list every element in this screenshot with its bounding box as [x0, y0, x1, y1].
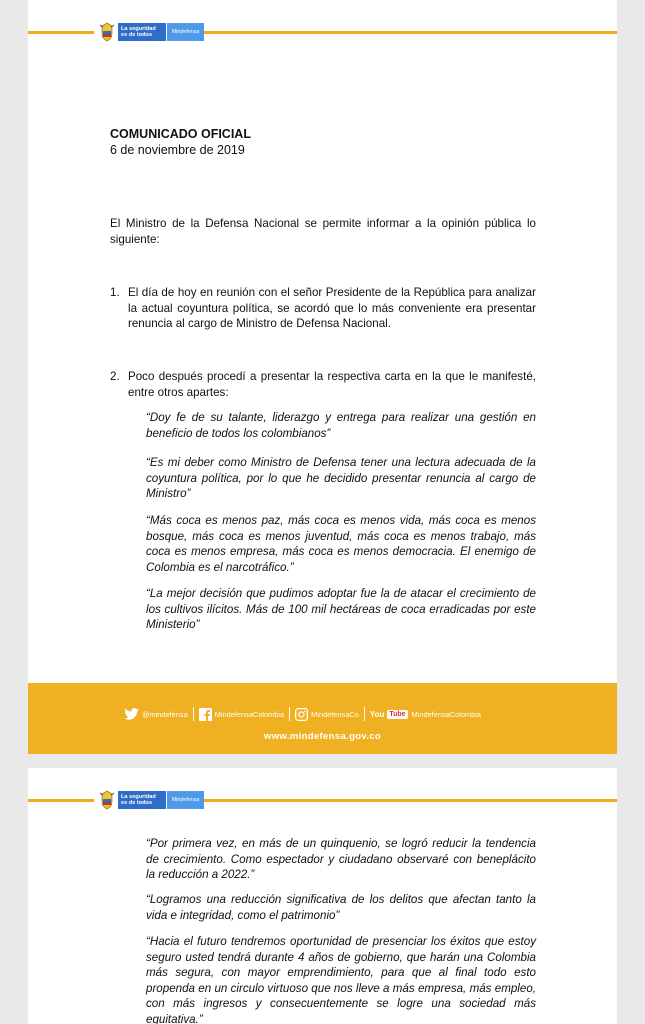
item-1-text: El día de hoy en reunión con el señor Presidente de la República para analizar la actual coyuntura política, se acordó que lo más conveniente era presentar renuncia al cargo de Ministro de Defensa Nacional.: [128, 286, 536, 330]
header-logos: [99, 22, 204, 42]
ministry-badge: Mindefensa: [167, 23, 204, 41]
youtube-handle: MindefensaColombia: [411, 709, 481, 719]
header-accent-line-left: [28, 31, 94, 34]
instagram-link[interactable]: [295, 708, 359, 721]
facebook-icon: [199, 708, 212, 721]
header-accent-line-right: [204, 799, 617, 802]
social-separator: [364, 707, 365, 721]
twitter-link[interactable]: [124, 708, 188, 720]
twitter-icon: [124, 708, 139, 720]
social-separator: [289, 707, 290, 721]
quote-6: “Logramos una reducción significativa de los delitos que afectan tanto la vida e integridad, como el patrimonio”: [146, 893, 536, 922]
header-logos: [99, 790, 204, 810]
youtube-logo-you: You: [369, 709, 385, 719]
quote-5: “Por primera vez, en más de un quinquenio, se logró reducir la tendencia de crecimiento. Como espectador y ciudadano observaré con beneplácito la reducción a 2022.”: [146, 837, 536, 881]
document-page-1: [28, 0, 617, 754]
instagram-icon: [295, 708, 308, 721]
page-header: [28, 768, 617, 828]
website-link[interactable]: www.mindefensa.gov.co: [263, 731, 382, 742]
ministry-badge: Mindefensa: [167, 791, 204, 809]
lema-badge: [118, 23, 166, 41]
facebook-link[interactable]: [199, 708, 284, 721]
item-1-number: 1.: [110, 286, 120, 299]
quote-2: “Es mi deber como Ministro de Defensa tener una lectura adecuada de la coyuntura política, por lo que he decidido presentar renuncia al cargo de Ministro”: [146, 456, 536, 500]
facebook-handle: MindefensaColombia: [214, 709, 285, 719]
lema-badge: [118, 791, 166, 809]
instagram-handle: MindefensaCo: [311, 709, 359, 719]
quote-1: “Doy fe de su talante, liderazgo y entrega para realizar una gestión en beneficio de todos los colombianos”: [146, 411, 536, 440]
header-accent-line-left: [28, 799, 94, 802]
item-2-text: Poco después procedí a presentar la respectiva carta en la que le manifesté, entre otros apartes:: [128, 370, 536, 399]
quote-7: “Hacia el futuro tendremos oportunidad de presenciar los éxitos que estoy seguro usted tendrá durante 4 años de gobierno, que harán una Colombia más segura, con mayor emprendimiento, para que al final todo esto propenda en un circulo virtuoso que nos lleve a más empresa, más empleo, con más ingresos y consecuentemente se logre una sociedad más equitativa.”: [146, 935, 536, 1024]
page-header: [28, 0, 617, 60]
youtube-logo-tube: Tube: [389, 710, 406, 718]
lema-line-1: La seguridad: [121, 793, 156, 800]
youtube-link[interactable]: [370, 710, 481, 719]
quote-3: “Más coca es menos paz, más coca es menos vida, más coca es menos bosque, más coca es menos juventud, más coca es menos trabajo, más coca es menos empresa, más coca es menos democracia. El enemigo de Colombia es el narcotráfico.”: [146, 514, 536, 574]
intro-paragraph: El Ministro de la Defensa Nacional se permite informar a la opinión pública lo siguiente:: [110, 217, 536, 246]
colombia-crest-icon: [99, 790, 115, 810]
quote-4: “La mejor decisión que pudimos adoptar fue la de atacar el crecimiento de los cultivos ilícitos. Más de 100 mil hectáreas de coca erradicadas por este Ministerio”: [146, 587, 536, 631]
colombia-crest-icon: [99, 22, 115, 42]
twitter-handle: @mindefensa: [142, 709, 188, 719]
item-2-number: 2.: [110, 370, 120, 383]
communique-title: COMUNICADO OFICIAL: [110, 127, 251, 141]
lema-line-2: es de todos: [121, 800, 153, 806]
social-separator: [193, 707, 194, 721]
document-page-2: [28, 768, 617, 1024]
header-accent-line-right: [204, 31, 617, 34]
lema-line-1: La seguridad: [121, 25, 156, 32]
social-links: [124, 704, 481, 724]
page-footer: [28, 683, 617, 754]
lema-line-2: es de todos: [121, 32, 153, 38]
communique-date: 6 de noviembre de 2019: [110, 143, 245, 157]
